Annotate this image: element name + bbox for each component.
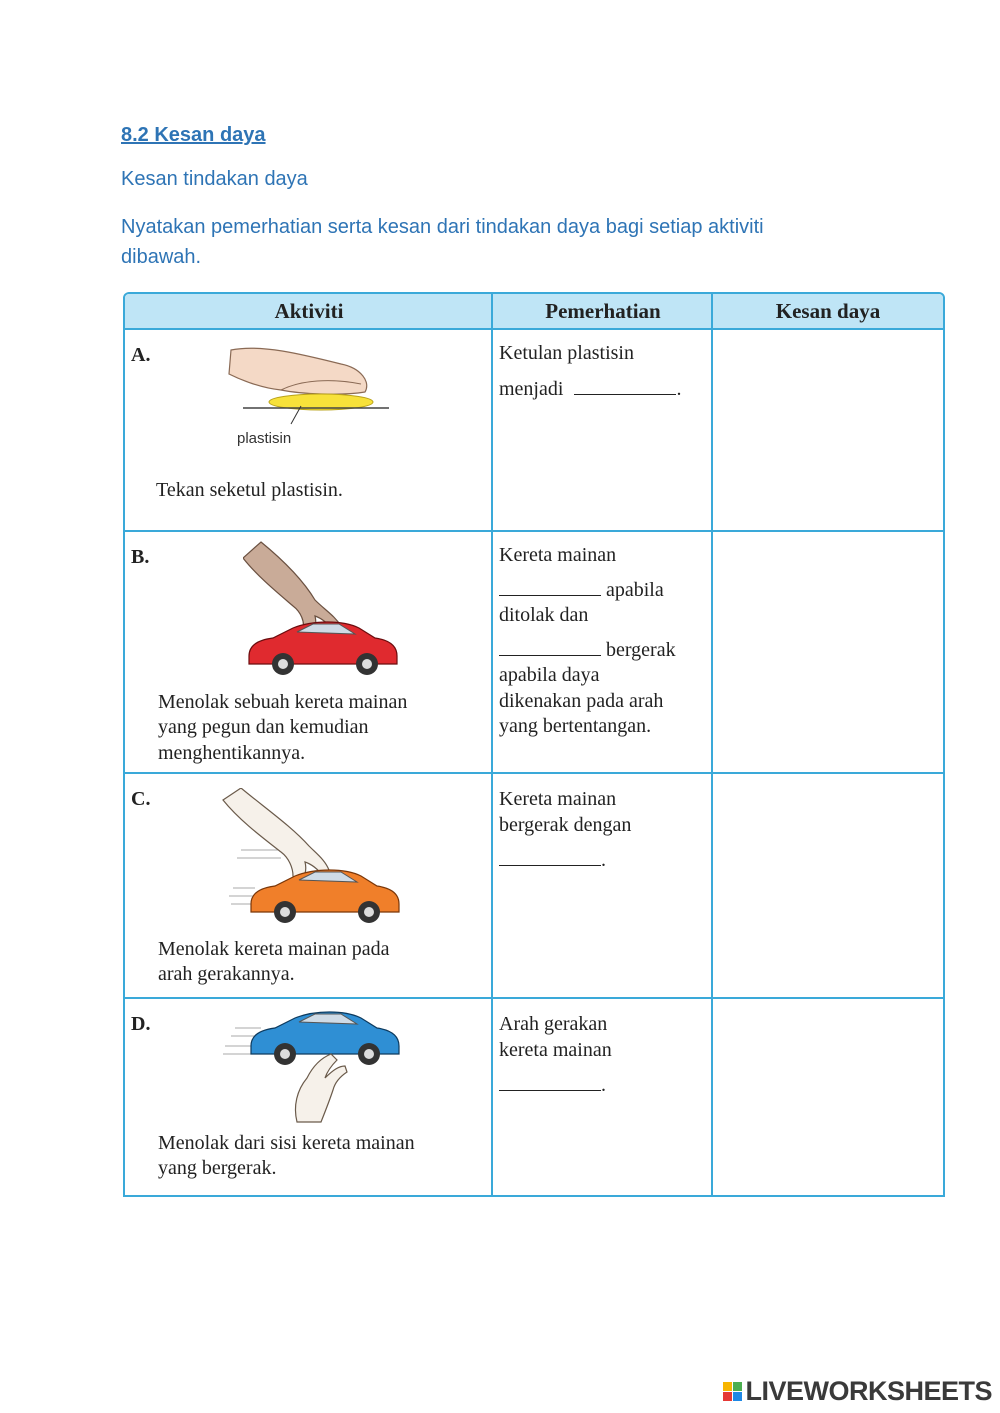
activity-text: yang bergerak. xyxy=(158,1157,277,1179)
answer-blank[interactable] xyxy=(499,577,601,596)
answer-blank[interactable] xyxy=(499,637,601,656)
plasticine-label: plastisin xyxy=(237,430,292,447)
header-pemerhatian: Pemerhatian xyxy=(493,294,713,330)
liveworksheets-logo xyxy=(723,1376,992,1407)
observation-line: dikenakan pada arah xyxy=(499,690,664,712)
hand-icon xyxy=(229,348,367,394)
observation-line: . xyxy=(499,1072,606,1098)
car-icon xyxy=(251,870,399,923)
hand-icon xyxy=(295,1054,347,1122)
effect-answer-cell[interactable] xyxy=(715,1001,941,1191)
observation-line: apabila xyxy=(499,577,664,603)
observation-line: Kereta mainan xyxy=(499,544,617,566)
logo-grid-icon xyxy=(723,1382,742,1401)
row-letter: B. xyxy=(131,546,150,568)
observation-line: yang bertentangan. xyxy=(499,715,652,737)
car-side-push-illustration xyxy=(221,1010,401,1130)
effect-answer-cell[interactable] xyxy=(715,534,941,770)
car-icon xyxy=(249,622,397,675)
effect-answer-cell[interactable] xyxy=(715,332,941,528)
row-letter: C. xyxy=(131,788,151,810)
plasticine-illustration xyxy=(221,344,401,444)
activity-text: Menolak sebuah kereta mainan xyxy=(158,691,408,713)
row-letter: A. xyxy=(131,344,151,366)
activity-text: Menolak kereta mainan pada xyxy=(158,938,390,960)
brand-name: LIVEWORKSHEETS xyxy=(745,1376,992,1406)
observation-line: Kereta mainan xyxy=(499,788,617,810)
subtitle: Kesan tindakan daya xyxy=(121,168,308,190)
activity-text: Menolak dari sisi kereta mainan xyxy=(158,1132,415,1154)
row-letter: D. xyxy=(131,1013,151,1035)
observation-line: Arah gerakan xyxy=(499,1013,608,1035)
activity-text: arah gerakannya. xyxy=(158,963,295,985)
observation-line: apabila daya xyxy=(499,664,600,686)
observation-word: menjadi xyxy=(499,378,564,400)
answer-blank[interactable] xyxy=(499,1072,601,1091)
effect-answer-cell[interactable] xyxy=(715,776,941,995)
hand-icon xyxy=(223,788,329,882)
section-title: 8.2 Kesan daya xyxy=(121,124,266,146)
car-push-illustration xyxy=(243,540,403,686)
observation-line: bergerak dengan xyxy=(499,814,632,836)
observation-line: . xyxy=(499,847,606,873)
observation-line: menjadi . xyxy=(499,378,682,400)
observation-line: Ketulan plastisin xyxy=(499,342,634,364)
answer-blank[interactable] xyxy=(574,376,676,395)
observation-line: kereta mainan xyxy=(499,1039,612,1061)
header-aktiviti: Aktiviti xyxy=(125,294,493,330)
activity-text: menghentikannya. xyxy=(158,742,306,764)
observation-line: bergerak xyxy=(499,637,676,663)
car-push-illustration xyxy=(221,788,401,928)
answer-blank[interactable] xyxy=(499,847,601,866)
activity-table xyxy=(123,292,945,1197)
instruction: Nyatakan pemerhatian serta kesan dari tindakan daya bagi setiap aktiviti dibawah. xyxy=(121,216,764,268)
header-kesan-daya: Kesan daya xyxy=(713,294,943,330)
activity-text: yang pegun dan kemudian xyxy=(158,716,369,738)
activity-text: Tekan seketul plastisin. xyxy=(156,479,343,501)
observation-line: ditolak dan xyxy=(499,604,589,626)
